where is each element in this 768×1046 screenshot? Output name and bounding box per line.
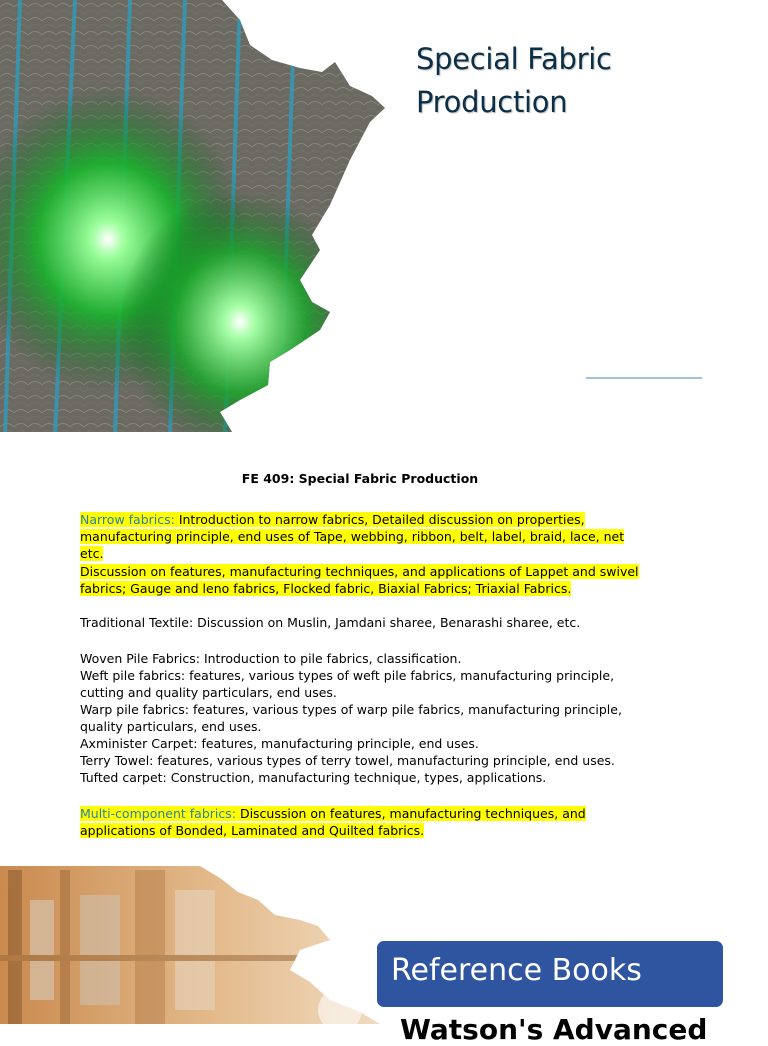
narrow-fabrics-text: Introduction to narrow fabrics, Detailed discussion on properties, manufacturing principle, end uses of Tape, webbing, ribbon, belt, label, braid, lace, net etc. [80,512,625,561]
page-title [416,38,612,124]
pile-line: Woven Pile Fabrics: Introduction to pile fabrics, classification. [80,651,462,666]
narrow-fabrics-lead: Narrow fabrics: [80,512,175,527]
pile-line: Warp pile fabrics: features, various types of warp pile fabrics, manufacturing principle, quality particulars, end uses. [80,702,622,734]
pile-line: Tufted carpet: Construction, manufacturing technique, types, applications. [80,770,547,785]
multi-component-text: Discussion on features, manufacturing techniques, and applications of Bonded, Laminated and Quilted fabrics. [80,806,586,838]
course-title: FE 409: Special Fabric Production [241,471,479,486]
bookshelf-image [0,860,420,1024]
reference-books-banner [377,941,723,1007]
lappet-paragraph [80,563,650,597]
reference-books-label: Reference Books [391,953,642,988]
multi-component-lead: Multi-component fabrics: [80,806,236,821]
pile-line: Terry Towel: features, various types of terry towel, manufacturing principle, end uses. [80,753,615,768]
fabric-hero-image [0,0,400,435]
pile-line: Weft pile fabrics: features, various types of weft pile fabrics, manufacturing principle, cutting and quality particulars, end uses. [80,668,615,700]
lappet-text: Discussion on features, manufacturing techniques, and applications of Lappet and swivel fabrics; Gauge and leno fabrics, Flocked fabric, Biaxial Fabrics; Triaxial Fabrics. [80,564,639,596]
pile-line: Axminister Carpet: features, manufacturing principle, end uses. [80,736,479,751]
partial-book-heading: Watson's Advanced [400,1013,708,1046]
title-line-2: Production [416,85,568,119]
title-line-1: Special Fabric [416,42,612,76]
multi-component-paragraph [80,805,650,839]
traditional-textile-paragraph: Traditional Textile: Discussion on Muslin, Jamdani sharee, Benarashi sharee, etc. [80,615,581,630]
title-divider [586,377,702,379]
pile-fabrics-section [80,650,650,786]
narrow-fabrics-paragraph [80,511,650,562]
